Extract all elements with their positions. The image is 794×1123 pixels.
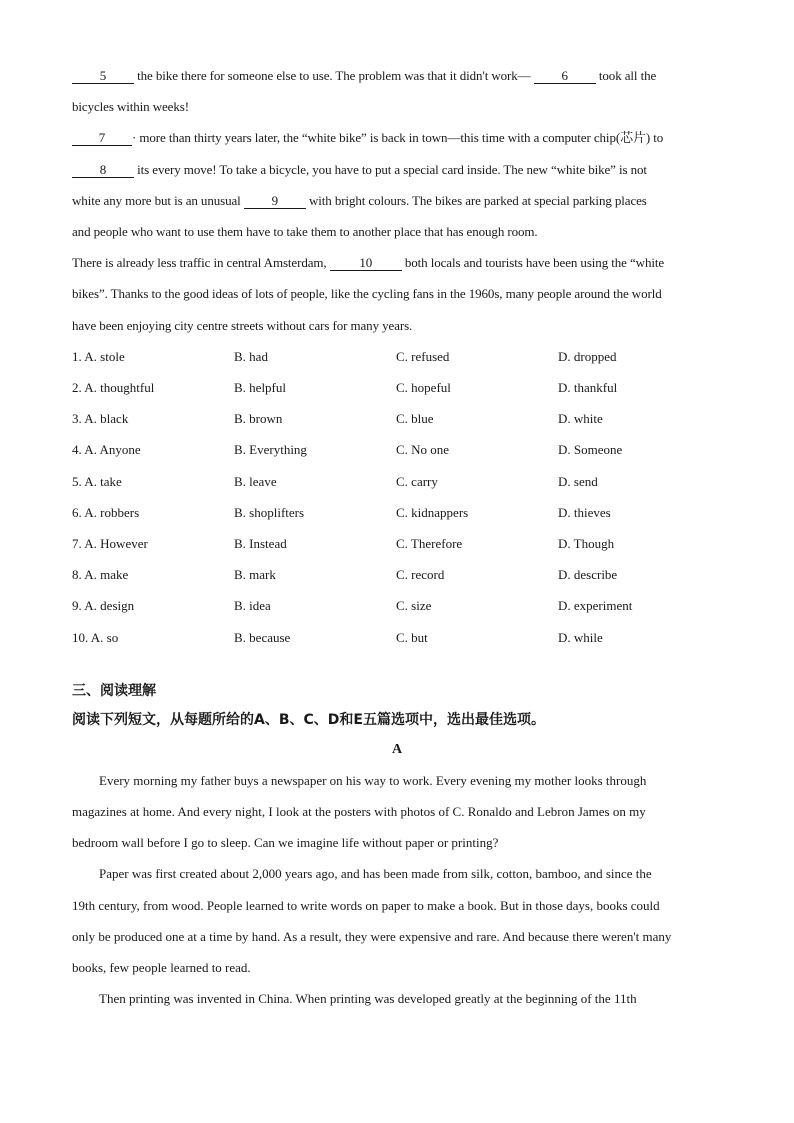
passage-text: only be produced one at a time by hand. As a result, they were expensive and rare. And because there weren't many (72, 928, 672, 944)
section-title: 三、阅读理解 (72, 682, 156, 699)
option: 4. A. Anyone (72, 442, 141, 458)
option: 2. A. thoughtful (72, 380, 155, 396)
cloze-text: with bright colours. The bikes are parked at special parking places (305, 192, 647, 208)
option: B. mark (234, 567, 276, 583)
cloze-line-3 (72, 122, 722, 153)
option: C. kidnappers (396, 504, 469, 520)
cloze-text: There is already less traffic in central Amsterdam, (72, 255, 330, 271)
passage-text: Every morning my father buys a newspaper on his way to work. Every evening my mother looks through (99, 772, 647, 788)
option: B. shoplifters (234, 504, 305, 520)
cloze-text: both locals and tourists have been using the “white (401, 255, 665, 271)
option: C. size (396, 598, 432, 614)
passage-paragraph-3 (72, 983, 727, 1014)
cloze-line-7 (72, 247, 722, 278)
passage-text: Then printing was invented in China. When printing was developed greatly at the beginning of the 11th (99, 991, 637, 1007)
cloze-text: have been enjoying city centre streets without cars for many years. (72, 317, 413, 333)
cloze-line-5 (72, 185, 722, 216)
passage-text: magazines at home. And every night, I look at the posters with photos of C. Ronaldo and Lebron James on my (72, 804, 646, 820)
option: C. Therefore (396, 536, 463, 552)
cloze-line-1 (72, 60, 722, 91)
cloze-text: the bike there for someone else to use. The problem was that it didn't work— (134, 68, 534, 83)
option: B. idea (234, 598, 271, 614)
option: C. record (396, 567, 445, 583)
cloze-text: and people who want to use them have to take them to another place that has enough room. (72, 224, 538, 240)
option: D. while (558, 629, 603, 645)
option: C. but (396, 629, 428, 645)
option: D. thankful (558, 380, 618, 396)
section-instruction: 阅读下列短文，从每题所给的A、B、C、D和E五篇选项中，选出最佳选项。 (72, 711, 545, 728)
cloze-line-2 (72, 91, 722, 122)
option: D. thieves (558, 504, 611, 520)
option: C. refused (396, 348, 450, 364)
option: B. leave (234, 473, 277, 489)
blank-10: 10 (330, 255, 402, 271)
document-page (72, 60, 722, 1014)
option-row (72, 622, 722, 653)
blank-9: 9 (244, 193, 306, 209)
option: D. experiment (558, 598, 633, 614)
option: D. dropped (558, 348, 617, 364)
option: 3. A. black (72, 411, 129, 427)
option: C. No one (396, 442, 450, 458)
option-row (72, 341, 722, 372)
cloze-text: took all the (595, 68, 657, 83)
option: C. carry (396, 473, 438, 489)
option: D. white (558, 411, 603, 427)
option: B. Instead (234, 536, 287, 552)
option: 5. A. take (72, 473, 122, 489)
options-list (72, 341, 722, 653)
option-row (72, 403, 722, 434)
option: D. Though (558, 536, 615, 552)
option: D. Someone (558, 442, 623, 458)
passage-text: bedroom wall before I go to sleep. Can we imagine life without paper or printing? (72, 835, 499, 851)
passage-text: Paper was first created about 2,000 years ago, and has been made from silk, cotton, bamboo, and since the (99, 866, 652, 882)
cloze-text: its every move! To take a bicycle, you have to put a special card inside. The new “white bike” is not (134, 161, 647, 177)
option-row (72, 559, 722, 590)
cloze-text: white any more but is an unusual (72, 192, 244, 208)
option: B. because (234, 629, 291, 645)
blank-6: 6 (534, 68, 596, 84)
option: 10. A. so (72, 629, 119, 645)
option: B. Everything (234, 442, 307, 458)
cloze-text: · more than thirty years later, the “white bike” is back in town—this time with a computer chip(芯片) to (132, 130, 664, 146)
cloze-text: bicycles within weeks! (72, 99, 189, 115)
option: C. blue (396, 411, 434, 427)
cloze-text: bikes”. Thanks to the good ideas of lots of people, like the cycling fans in the 1960s, many people around the world (72, 286, 662, 302)
option-row (72, 497, 722, 528)
option: D. describe (558, 567, 618, 583)
option: C. hopeful (396, 380, 451, 396)
cloze-line-4 (72, 154, 722, 185)
option: B. brown (234, 411, 283, 427)
blank-5: 5 (72, 68, 134, 84)
passage-text: 19th century, from wood. People learned to write words on paper to make a book. But in those days, books could (72, 897, 660, 913)
option-row (72, 590, 722, 621)
option-row (72, 466, 722, 497)
blank-8: 8 (72, 162, 134, 178)
option: B. had (234, 348, 268, 364)
option-row (72, 528, 722, 559)
passage-label: A (391, 741, 403, 757)
option: 6. A. robbers (72, 504, 140, 520)
option: B. helpful (234, 380, 286, 396)
passage-text: books, few people learned to read. (72, 960, 251, 976)
option: 9. A. design (72, 598, 135, 614)
option: 7. A. However (72, 536, 148, 552)
blank-7: 7 (72, 130, 132, 146)
option: D. send (558, 473, 598, 489)
option-row (72, 372, 722, 403)
option-row (72, 434, 722, 465)
cloze-line-9 (72, 310, 722, 341)
cloze-line-6 (72, 216, 722, 247)
option: 1. A. stole (72, 348, 125, 364)
cloze-line-8 (72, 278, 722, 309)
passage-paragraph-1 (72, 765, 727, 859)
passage-paragraph-2 (72, 858, 727, 983)
option: 8. A. make (72, 567, 129, 583)
